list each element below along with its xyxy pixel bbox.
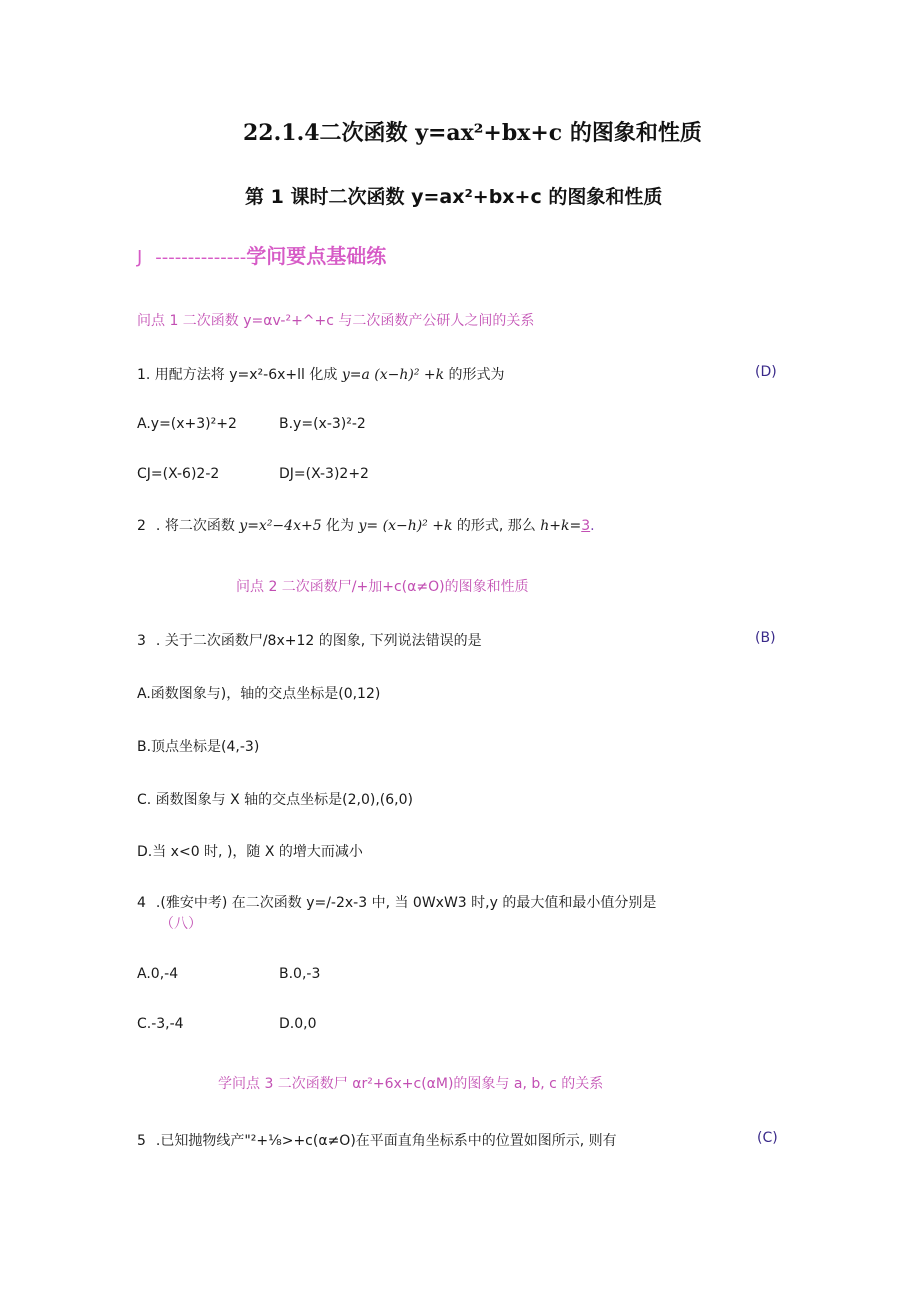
question-1-option-c: CJ=(X-6)2-2	[137, 466, 220, 482]
section-heading-2: 问点 2 二次函数尸/+加+c(α≠O)的图象和性质	[236, 579, 529, 595]
question-2-formula-1: y=x²−4x+5	[239, 518, 322, 534]
question-5-answer: (C)	[757, 1130, 778, 1146]
question-5-stem: .已知抛物线产"²+⅛>+c(α≠O)在平面直角坐标系中的位置如图所示, 则有	[155, 1133, 617, 1149]
question-3	[137, 630, 482, 650]
question-1-option-b: B.y=(x-3)²-2	[279, 416, 366, 432]
question-2-end: .	[590, 518, 595, 534]
question-1-formula: y=a (x−h)² +k	[341, 367, 445, 383]
question-1-option-a: A.y=(x+3)²+2	[137, 416, 237, 432]
question-3-option-b: B.顶点坐标是(4,-3)	[137, 739, 260, 755]
question-1	[137, 364, 505, 384]
section-banner	[137, 240, 386, 269]
question-4	[137, 892, 656, 912]
banner-dashes: --------------	[155, 247, 247, 268]
question-3-option-a: A.函数图象与)，轴的交点坐标是(0,12)	[137, 686, 381, 702]
question-3-option-d: D.当 x<0 时, )，随 X 的增大而减小	[137, 844, 363, 860]
question-2-stem-b: 化为	[321, 518, 359, 534]
question-3-answer: (B)	[755, 630, 776, 646]
question-1-stem-a: 1. 用配方法将 y=x²-6x+ll 化成	[137, 367, 342, 383]
banner-mark: J	[137, 247, 143, 268]
question-4-answer: （八）	[160, 916, 202, 932]
question-3-number: 3	[137, 633, 146, 649]
question-3-stem: . 关于二次函数尸/8x+12 的图象, 下列说法错误的是	[155, 633, 482, 649]
question-4-option-d: D.0,0	[279, 1016, 317, 1032]
page-subtitle: 第 1 课时二次函数 y=ax²+bx+c 的图象和性质	[245, 186, 663, 208]
question-2	[137, 515, 595, 535]
page-title: 22.1.4二次函数 y=ax²+bx+c 的图象和性质	[243, 120, 702, 146]
question-5	[137, 1130, 617, 1150]
banner-title: 学问要点基础练	[246, 244, 387, 268]
question-1-answer: (D)	[755, 364, 777, 380]
question-2-number: 2	[137, 518, 146, 534]
question-2-stem-c: 的形式, 那么	[452, 518, 541, 534]
section-heading-1: 问点 1 二次函数 y=αv-²+^+c 与二次函数产公研人之间的关系	[137, 313, 535, 329]
question-2-formula-3: h+k=	[540, 518, 582, 534]
question-4-option-c: C.-3,-4	[137, 1016, 184, 1032]
question-4-option-a: A.0,-4	[137, 966, 179, 982]
question-1-stem-b: 的形式为	[444, 367, 505, 383]
question-4-option-b: B.0,-3	[279, 966, 321, 982]
question-5-number: 5	[137, 1133, 146, 1149]
question-4-number: 4	[137, 895, 146, 911]
question-4-stem: .(雅安中考) 在二次函数 y=/-2x-3 中, 当 0WxW3 时,y 的最大值和最小值分别是	[155, 895, 657, 911]
question-1-option-d: DJ=(X-3)2+2	[279, 466, 369, 482]
question-3-option-c: C. 函数图象与 X 轴的交点坐标是(2,0),(6,0)	[137, 792, 413, 808]
question-2-answer: 3	[581, 518, 591, 534]
question-2-stem-a: . 将二次函数	[155, 518, 240, 534]
section-heading-3: 学问点 3 二次函数尸 αr²+6x+c(αM)的图象与 a, b, c 的关系	[218, 1076, 604, 1092]
question-2-formula-2: y= (x−h)² +k	[358, 518, 453, 534]
